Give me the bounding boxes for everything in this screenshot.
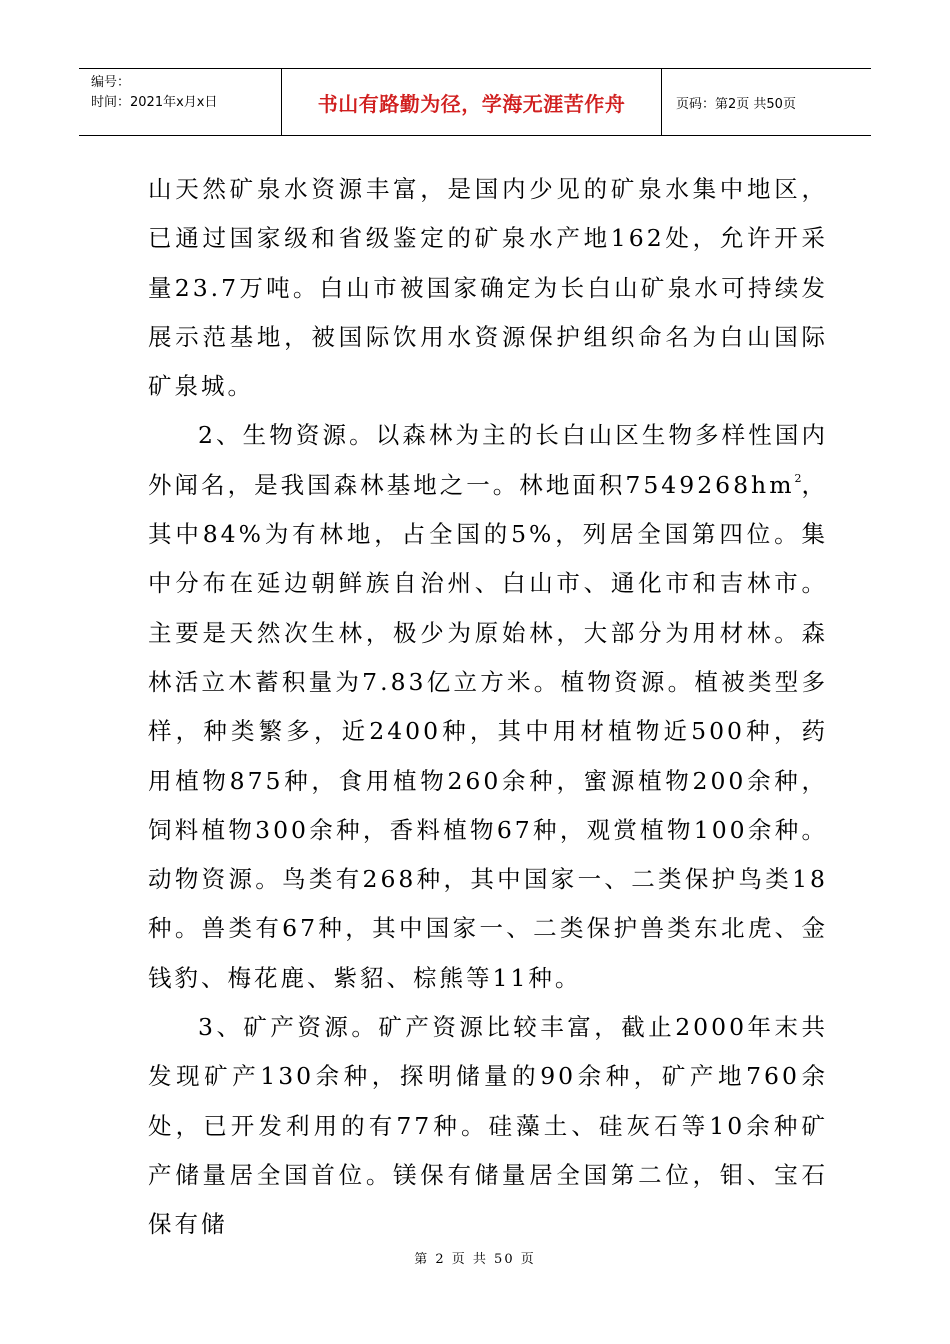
document-body [148, 165, 828, 1250]
header-meta-cell [79, 69, 282, 135]
header-page-info: 页码：第2页 共50页 [676, 96, 796, 112]
document-number-label: 编号： [91, 75, 131, 90]
header-motto: 书山有路勤为径，学海无涯苦作舟 [282, 69, 662, 135]
paragraph-mineral-resources: 3、矿产资源。矿产资源比较丰富，截止2000年末共发现矿产130余种，探明储量的90余种，矿产地760余处，已开发利用的有77种。硅藻土、硅灰石等10余种矿产储量居全国首位。镁保有储量居全国第二位，钼、宝石保有储 [148, 1013, 828, 1239]
page-footer: 第 2 页 共 50 页 [414, 1252, 536, 1267]
paragraph-text: ，其中84%为有林地，占全国的5%，列居全国第四位。集中分布在延边朝鲜族自治州、白山市、通化市和吉林市。主要是天然次生林，极少为原始林，大部分为用材林。森林活立木蓄积量为7.83亿立方米。植物资源。植被类型多样，种类繁多，近2400种，其中用材植物近500种，药用植物875种，食用植物260余种，蜜源植物200余种，饲料植物300余种，香料植物67种，观赏植物100余种。动物资源。鸟类有268种，其中国家一、二类保护鸟类18种。兽类有67种，其中国家一、二类保护兽类东北虎、金钱豹、梅花鹿、紫貂、棕熊等11种。 [148, 470, 829, 992]
paragraph-mineral-water: 山天然矿泉水资源丰富，是国内少见的矿泉水集中地区，已通过国家级和省级鉴定的矿泉水产地162处，允许开采量23.7万吨。白山市被国家确定为长白山矿泉水可持续发展示范基地，被国际饮用水资源保护组织命名为白山国际矿泉城。 [148, 175, 828, 401]
paragraph-biological-resources [148, 411, 828, 1003]
document-time-label: 时间：2021年x月x日 [91, 95, 218, 110]
page-header [79, 68, 871, 136]
paragraph-text: 2、生物资源。以森林为主的长白山区生物多样性国内外闻名，是我国森林基地之一。林地面积7549268hm [148, 421, 828, 499]
superscript: 2 [794, 471, 802, 485]
